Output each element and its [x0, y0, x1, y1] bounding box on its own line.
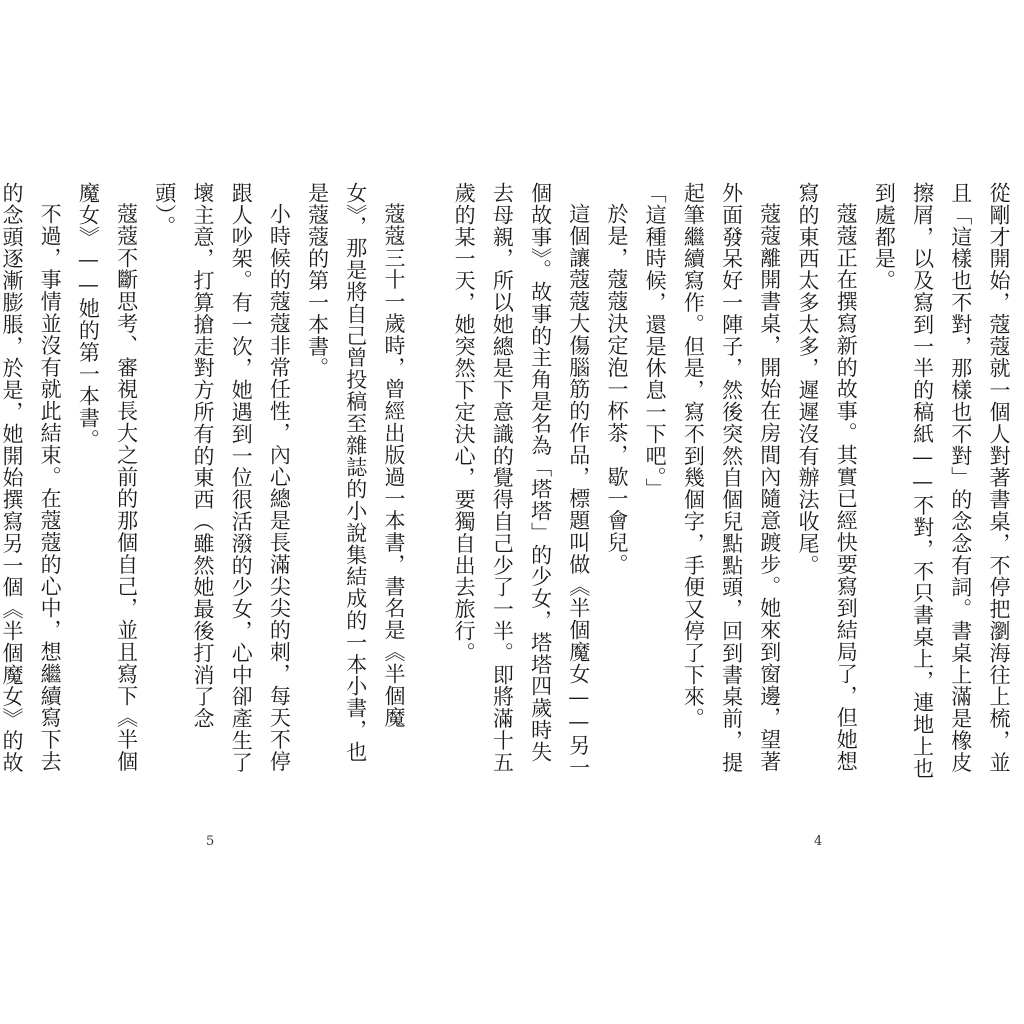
right-page [452, 0, 1024, 1024]
paragraph: 從剛才開始，蔻蔻就一個人對著書桌，不停把瀏海往上梳，並且「這樣也不對，那樣也不對」的念念有詞。書桌上滿是橡皮擦屑，以及寫到一半的稿紙——不對，不只書桌上，連地上也到處都是。 [872, 182, 1011, 780]
paragraph: 於是，蔻蔻決定泡一杯茶，歇一會兒。 [604, 203, 629, 576]
page-number-left: 5 [206, 834, 215, 849]
paragraph: 蔻蔻離開書桌，開始在房間內隨意踱步。她來到窗邊，望著外面發呆好一陣子，然後突然自個兒點點頭，回到書桌前，提起筆繼續寫作。但是，寫不到幾個字，手便又停了下來。 [681, 182, 782, 774]
paragraph: 不過，事情並沒有就此結束。在蔻蔻的心中，想繼續寫下去的念頭逐漸膨脹，於是，她開始撰寫另一個《半個魔女》的故 [0, 182, 63, 774]
paragraph: 「這種時候，還是休息一下吧。」 [643, 182, 668, 500]
paragraph: 蔻蔻正在撰寫新的故事。其實已經快要寫到結局了，但她想寫的東西太多太多，遲遲沒有辦法收尾。 [795, 182, 859, 773]
paragraph: 蔻蔻不斷思考、審視長大之前的那個自己，並且寫下《半個魔女》——她的第一本書。 [76, 182, 139, 773]
right-page-text [452, 182, 1018, 782]
paragraph: 蔻蔻三十一歲時，曾經出版過一本書，書名是《半個魔女》，那是將自己曾投稿至雜誌的小說集結成的一本小書，也是蔻蔻的第一本書。 [305, 182, 406, 763]
paragraph: 小時候的蔻蔻非常任性，內心總是長滿尖尖的刺，每天不停跟人吵架。有一次，她遇到一位很活潑的少女，心中卻產生了壞主意，打算搶走對方所有的東西（雖然她最後打消了念頭）。 [152, 182, 292, 774]
paragraph: 這個讓蔻蔻大傷腦筋的作品，標題叫做《半個魔女——另一個故事》。故事的主角是名為「塔塔」的少女，塔塔四歲時失去母親，所以她總是下意識的覺得自己少了一半。即將滿十五歲的某一天，她突然下定決心，要獨自出去旅行。 [452, 182, 591, 779]
left-page-text [0, 182, 413, 782]
page-number-right: 4 [814, 834, 823, 849]
